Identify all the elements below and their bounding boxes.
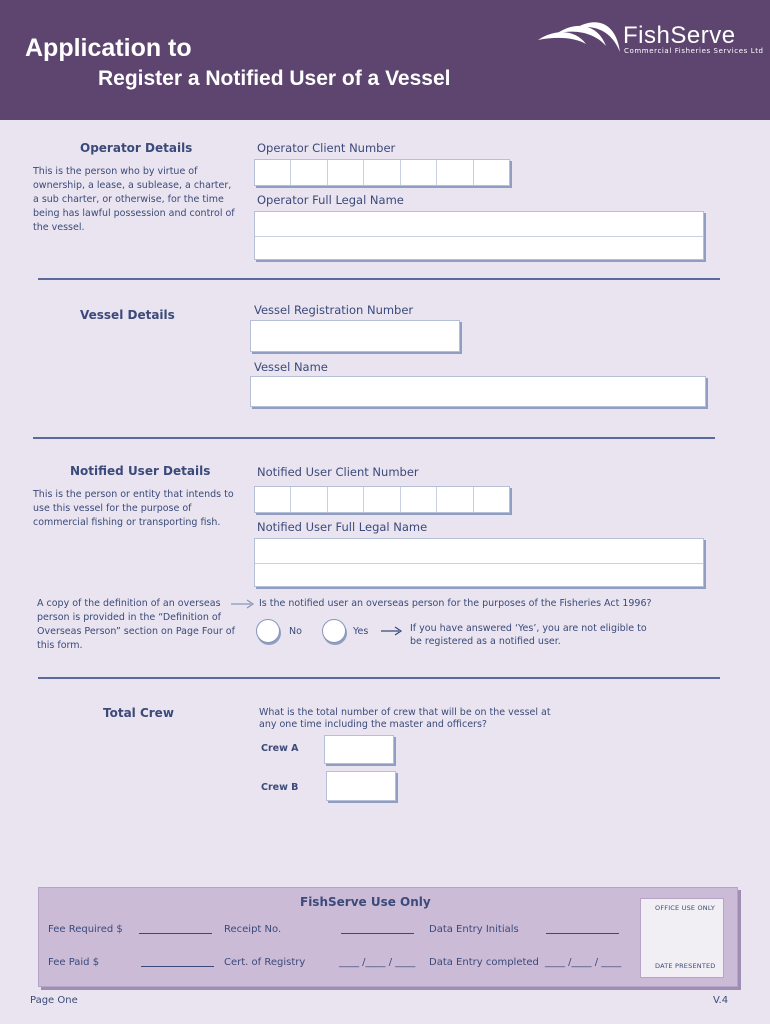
overseas-definition-note: A copy of the definition of an overseas person is provided in the “Definition of Overseas Person” section on Page Four of this form. [37, 598, 235, 651]
fee-required-field[interactable] [139, 933, 212, 934]
fee-paid-field[interactable] [141, 966, 214, 967]
operator-full-name-field[interactable] [254, 211, 704, 260]
cert-registry-label: Cert. of Registry [224, 957, 306, 968]
field-divider [255, 236, 703, 237]
vessel-section-title: Vessel Details [80, 308, 175, 322]
digit-cell[interactable] [255, 160, 291, 185]
vessel-reg-number-label: Vessel Registration Number [254, 303, 414, 317]
digit-cell[interactable] [474, 487, 509, 512]
office-use-only-label: OFFICE USE ONLY [655, 904, 715, 912]
page-title-line2: Register a Notified User of a Vessel [98, 67, 451, 90]
digit-cell[interactable] [364, 487, 400, 512]
data-entry-initials-label: Data Entry Initials [429, 924, 519, 935]
arrow-right-icon [381, 626, 403, 636]
overseas-no-label: No [289, 626, 302, 637]
fee-required-label: Fee Required $ [48, 924, 123, 935]
overseas-question: Is the notified user an overseas person for the purposes of the Fisheries Act 1996? [259, 598, 652, 609]
logo-name: FishServe [623, 22, 736, 49]
overseas-yes-label: Yes [353, 626, 369, 637]
operator-section-title: Operator Details [80, 141, 193, 155]
fee-paid-label: Fee Paid $ [48, 957, 100, 968]
receipt-no-field[interactable] [341, 933, 414, 934]
crew-section-title: Total Crew [103, 706, 174, 720]
notified-user-full-name-field[interactable] [254, 538, 704, 587]
operator-client-number-field[interactable] [254, 159, 510, 186]
digit-cell[interactable] [328, 487, 364, 512]
digit-cell[interactable] [255, 487, 291, 512]
notified-user-full-name-label: Notified User Full Legal Name [257, 520, 428, 534]
crew-question: What is the total number of crew that will be on the vessel at any one time including the master and officers? [259, 707, 551, 730]
notified-user-client-number-field[interactable] [254, 486, 510, 513]
crew-b-label: Crew B [261, 782, 299, 793]
overseas-yes-radio[interactable] [322, 619, 346, 643]
digit-cell[interactable] [437, 487, 473, 512]
section-divider [33, 437, 715, 439]
notified-user-section-title: Notified User Details [70, 464, 211, 478]
digit-cell[interactable] [291, 160, 327, 185]
data-entry-completed-date-field[interactable]: ____ /____ / ____ [545, 957, 622, 968]
logo-subtitle: Commercial Fisheries Services Ltd [624, 47, 764, 55]
digit-cell[interactable] [474, 160, 509, 185]
receipt-no-label: Receipt No. [224, 924, 282, 935]
notified-user-client-number-label: Notified User Client Number [257, 465, 419, 479]
data-entry-completed-label: Data Entry completed [429, 957, 539, 968]
version-label: V.4 [713, 995, 729, 1006]
operator-client-number-label: Operator Client Number [257, 141, 396, 155]
cert-registry-date-field[interactable]: ____ /____ / ____ [339, 957, 416, 968]
page-title-line1: Application to [25, 34, 192, 62]
field-divider [255, 563, 703, 564]
digit-cell[interactable] [328, 160, 364, 185]
vessel-name-label: Vessel Name [254, 360, 328, 374]
operator-full-name-label: Operator Full Legal Name [257, 193, 404, 207]
crew-a-field[interactable] [324, 735, 394, 764]
data-entry-initials-field[interactable] [546, 933, 619, 934]
digit-cell[interactable] [401, 160, 437, 185]
yes-ineligible-note: If you have answered ‘Yes’, you are not eligible to be registered as a notified user. [410, 623, 647, 647]
notified-user-description: This is the person or entity that intends to use this vessel for the purpose of commercial fishing or transporting fish. [33, 489, 234, 528]
arrow-right-icon [231, 599, 255, 609]
overseas-no-radio[interactable] [256, 619, 280, 643]
operator-description: This is the person who by virtue of ownership, a lease, a sublease, a charter, a sub charter, or otherwise, for the time being has lawful possession and control of the vessel. [33, 166, 235, 233]
digit-cell[interactable] [291, 487, 327, 512]
vessel-name-field[interactable] [250, 376, 706, 407]
office-use-title: FishServe Use Only [300, 895, 431, 909]
vessel-reg-number-field[interactable] [250, 320, 460, 352]
date-presented-label: DATE PRESENTED [655, 962, 716, 970]
digit-cell[interactable] [364, 160, 400, 185]
section-divider [38, 278, 720, 280]
section-divider [38, 677, 720, 679]
digit-cell[interactable] [437, 160, 473, 185]
crew-a-label: Crew A [261, 743, 299, 754]
crew-b-field[interactable] [326, 771, 396, 801]
page-number: Page One [30, 995, 78, 1006]
digit-cell[interactable] [401, 487, 437, 512]
